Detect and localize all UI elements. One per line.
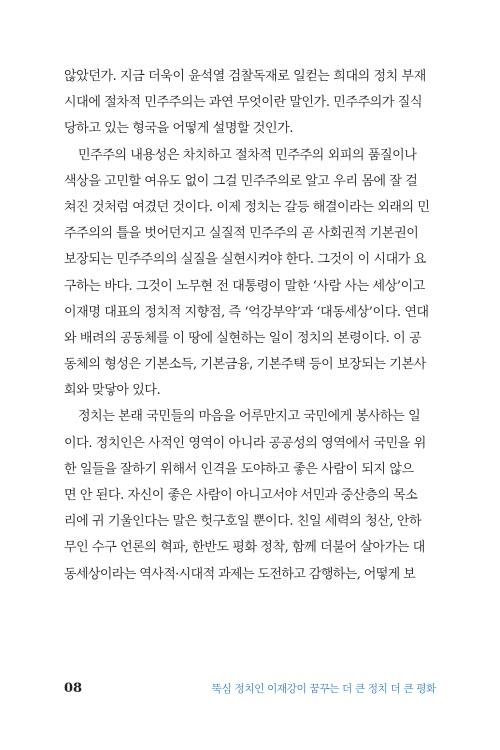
body-text <box>64 64 439 588</box>
text-line: 않았던가. 지금 더욱이 윤석열 검찰독재로 일컫는 희대의 정치 부재 <box>64 69 426 84</box>
text-line: 리에 귀 기울인다는 말은 헛구호일 뿐이다. 친일 세력의 청산, 안하 <box>64 514 422 530</box>
text-line: 보장되는 민주주의의 실질을 실현시켜야 한다. 그것이 이 시대가 요 <box>64 252 426 268</box>
text-line: 무인 수구 언론의 혁파, 한반도 평화 정착, 함께 더불어 살아가는 대 <box>64 540 425 556</box>
text-line: 한 일들을 잘하기 위해서 인격을 도야하고 좋은 사람이 되지 않으 <box>64 461 414 477</box>
page-number: 08 <box>64 680 83 696</box>
text-line: 민주주의 내용성은 차치하고 절차적 민주주의 외피의 품질이나 <box>78 147 417 163</box>
text-line: 회와 맞닿아 있다. <box>64 383 161 399</box>
text-line: 동세상이라는 역사적·시대적 과제는 도전하고 감행하는, 어떻게 보 <box>64 566 416 582</box>
text-line: 이재명 대표의 정치적 지향점, 즉 ‘억강부약’과 ‘대동세상’이다. 연대 <box>64 304 429 320</box>
text-line: 면 안 된다. 자신이 좋은 사람이 아니고서야 서민과 중산층의 목소 <box>64 488 418 503</box>
text-line: 색상을 고민할 여유도 없이 그걸 민주주의로 알고 우리 몸에 잘 걸 <box>64 173 418 189</box>
page-footer <box>64 679 436 697</box>
running-title: 뚝심 정치인 이재강이 꿈꾸는 더 큰 정치 더 큰 평화 <box>211 682 436 695</box>
text-line: 동체의 형성은 기본소득, 기본금융, 기본주택 등이 보장되는 기본사 <box>64 357 426 373</box>
text-line: 쳐진 것처럼 여겼던 것이다. 이제 정치는 갈등 해결이라는 외래의 민 <box>64 199 430 215</box>
text-line: 구하는 바다. 그것이 노무현 전 대통령이 말한 ‘사람 사는 세상’이고 <box>64 278 425 294</box>
text-line: 주주의의 틀을 벗어던지고 실질적 민주주의 곧 사회권적 기본권이 <box>64 226 419 242</box>
text-line: 정치는 본래 국민들의 마음을 어루만지고 국민에게 봉사하는 일 <box>78 409 421 425</box>
text-line: 이다. 정치인은 사적인 영역이 아니라 공공성의 영역에서 국민을 위 <box>64 435 426 451</box>
text-line: 시대에 절차적 민주주의는 과연 무엇이란 말인가. 민주주의가 질식 <box>64 95 423 111</box>
text-line: 당하고 있는 형국을 어떻게 설명할 것인가. <box>64 121 294 137</box>
text-line: 와 배려의 공동체를 이 땅에 실현하는 일이 정치의 본령이다. 이 공 <box>64 330 422 346</box>
